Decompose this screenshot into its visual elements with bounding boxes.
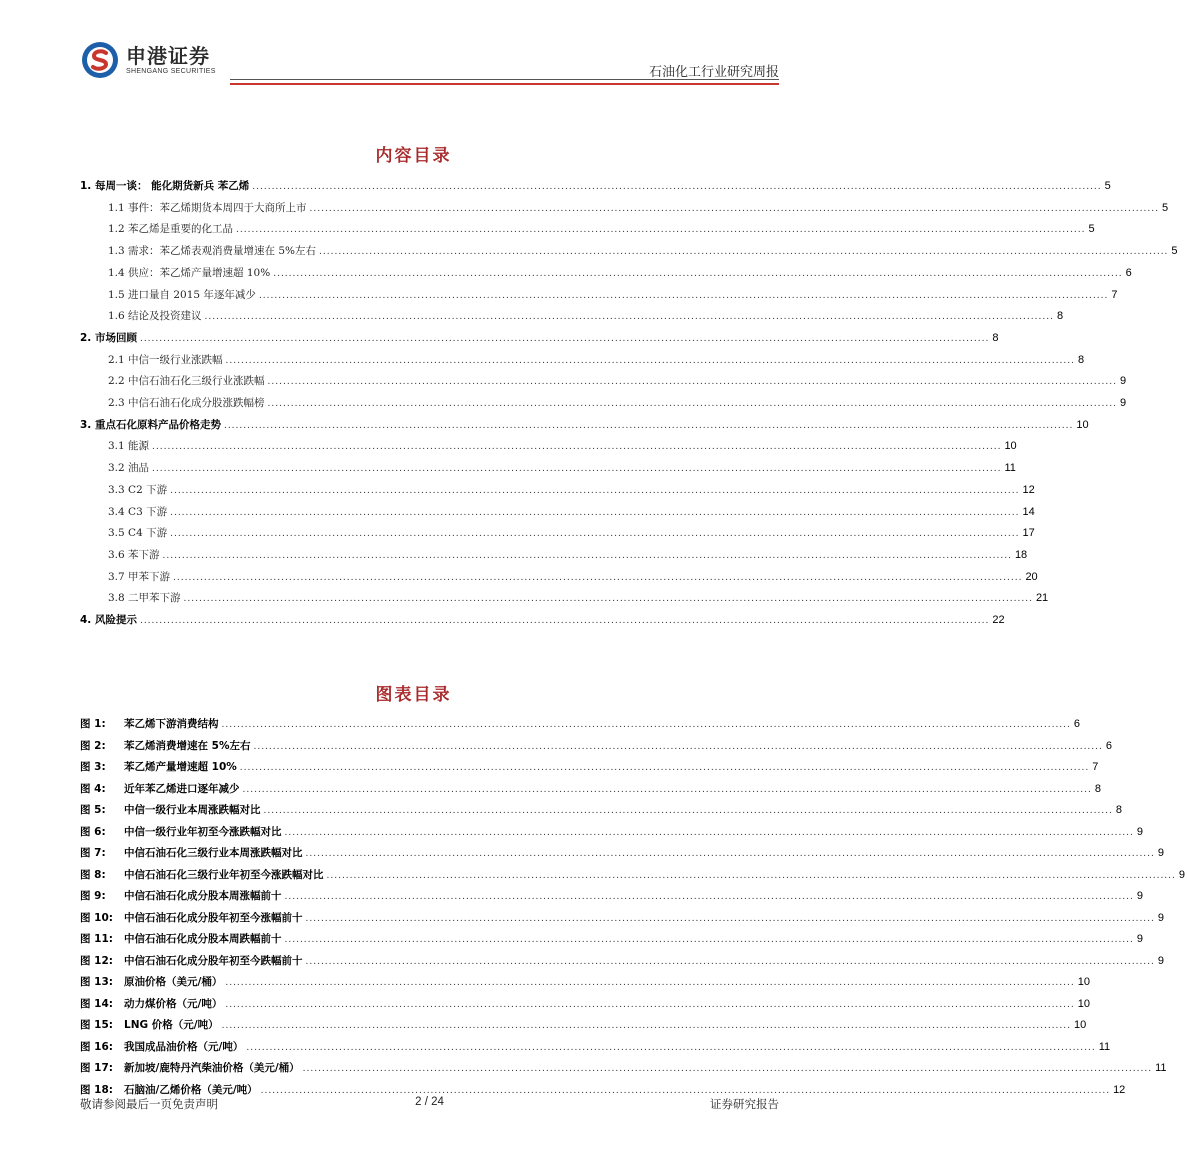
figure-caption: 我国成品油价格（元/吨） <box>124 1040 244 1053</box>
dot-leader: ............................................................................................................................................................................................................................ <box>225 999 1075 1010</box>
toc-entry[interactable] <box>108 305 1064 323</box>
page-number: 9 <box>1178 868 1186 881</box>
figure-entry[interactable] <box>80 799 1123 817</box>
dot-leader: ............................................................................................................................................................................................................................ <box>239 763 1090 773</box>
toc-entry[interactable] <box>108 522 1035 540</box>
entry-label <box>80 954 303 968</box>
entry-label <box>80 782 240 796</box>
figure-number: 图 9: <box>80 890 106 902</box>
toc-entry[interactable] <box>108 544 1028 562</box>
page-number: 9 <box>1119 375 1127 388</box>
figure-number: 图 2: <box>80 739 106 752</box>
dot-leader: ............................................................................................................................................................................................................................ <box>204 312 1054 323</box>
shengang-logo-icon <box>80 40 120 80</box>
toc-entry[interactable] <box>108 218 1095 236</box>
toc-entry[interactable] <box>80 175 1111 193</box>
entry-label <box>80 911 303 925</box>
toc-entry[interactable] <box>108 435 1017 453</box>
dot-leader: ............................................................................................................................................................................................................................ <box>152 464 1002 475</box>
page-number: 12 <box>1113 1083 1126 1096</box>
entry-label: 1.2 苯乙烯是重要的化工品 <box>108 223 234 236</box>
dot-leader: ............................................................................................................................................................................................................................ <box>302 1064 1153 1074</box>
dot-leader: ............................................................................................................................................................................................................................ <box>284 935 1134 945</box>
figure-entry[interactable] <box>80 971 1090 989</box>
dot-leader: ............................................................................................................................................................................................................................ <box>246 1042 1096 1053</box>
page-number: 9 <box>1136 933 1144 945</box>
entry-label <box>80 997 222 1011</box>
entry-label: 1.5 进口量自 2015 年逐年减少 <box>108 288 256 301</box>
figure-caption: 中信石油石化成分股年初至今跌幅前十 <box>124 954 303 967</box>
dot-leader: ............................................................................................................................................................................................................................ <box>319 247 1169 258</box>
toc-entry[interactable] <box>80 609 1005 627</box>
entry-label: 2.2 中信石油石化三级行业涨跌幅 <box>108 375 265 388</box>
toc-entry[interactable] <box>108 587 1049 605</box>
dot-leader: ............................................................................................................................................................................................................................ <box>236 225 1086 236</box>
header-divider <box>230 79 779 80</box>
figure-entry[interactable] <box>80 907 1165 925</box>
entry-label: 1.6 结论及投资建议 <box>108 310 202 323</box>
figure-caption: 苯乙烯下游消费结构 <box>124 718 219 730</box>
page-number: 9 <box>1136 825 1144 838</box>
dot-leader: ............................................................................................................................................................................................................................ <box>221 720 1071 730</box>
entry-label <box>80 1061 300 1075</box>
page-number: 5 <box>1104 180 1111 192</box>
figure-entry[interactable] <box>80 928 1144 946</box>
entry-label <box>80 846 303 860</box>
entry-label: 1.4 供应：苯乙烯产量增速超 10% <box>108 266 271 279</box>
entry-label <box>80 717 219 731</box>
dot-leader: ............................................................................................................................................................................................................................ <box>260 1085 1111 1096</box>
page-number: 21 <box>1035 592 1049 605</box>
entry-label: 3. 重点石化原料产品价格走势 <box>80 418 221 431</box>
page-number: 7 <box>1092 761 1099 773</box>
page-number: 22 <box>992 614 1005 626</box>
entry-label: 2.3 中信石油石化成分股涨跌幅榜 <box>108 397 265 409</box>
figure-entry[interactable] <box>80 864 1186 882</box>
figure-caption: 中信一级行业年初至今涨跌幅对比 <box>124 825 282 838</box>
figure-number: 图 16: <box>80 1040 113 1053</box>
figure-entry[interactable] <box>80 735 1112 753</box>
figure-entry[interactable] <box>80 1036 1111 1054</box>
figure-caption: 近年苯乙烯进口逐年减少 <box>124 782 240 795</box>
company-name-cn: 申港证券 <box>126 43 210 68</box>
entry-label: 1.3 需求：苯乙烯表观消费量增速在 5%左右 <box>108 245 317 258</box>
entry-label: 3.7 甲苯下游 <box>108 570 171 583</box>
entry-label: 2.1 中信一级行业涨跌幅 <box>108 353 223 366</box>
figure-caption: 苯乙烯消费增速在 5%左右 <box>124 739 251 752</box>
toc-title: 内容目录 <box>375 146 452 166</box>
figure-number: 图 8: <box>80 868 106 881</box>
toc-entry[interactable] <box>108 479 1035 497</box>
dot-leader: ............................................................................................................................................................................................................................ <box>326 870 1176 881</box>
entry-label: 4. 风险提示 <box>80 614 137 626</box>
toc-entry[interactable] <box>108 392 1127 410</box>
figure-caption: 中信石油石化成分股年初至今涨幅前十 <box>124 911 303 924</box>
page-number: 18 <box>1014 548 1028 561</box>
figure-number: 图 18: <box>80 1083 113 1096</box>
header-accent-line <box>230 83 779 85</box>
page-number: 5 <box>1161 201 1169 214</box>
toc-entry[interactable] <box>108 197 1169 215</box>
entry-label <box>80 739 250 753</box>
company-logo <box>80 40 216 80</box>
figure-number: 图 7: <box>80 847 106 859</box>
page-number: 10 <box>1077 976 1090 988</box>
dot-leader: ............................................................................................................................................................................................................................ <box>242 784 1092 795</box>
entry-label: 3.3 C2 下游 <box>108 483 168 496</box>
figure-number: 图 17: <box>80 1062 113 1074</box>
dot-leader: ............................................................................................................................................................................................................................ <box>223 420 1074 431</box>
dot-leader: ............................................................................................................................................................................................................................ <box>273 268 1123 279</box>
figure-caption: 中信石油石化三级行业本周涨跌幅对比 <box>124 847 303 859</box>
page-number: 20 <box>1025 570 1038 583</box>
dot-leader: ............................................................................................................................................................................................................................ <box>162 550 1012 561</box>
page-number: 10 <box>1076 418 1089 431</box>
disclaimer-note: 敬请参阅最后一页免责声明 <box>80 1097 218 1111</box>
entry-label <box>80 825 282 839</box>
page-number: 5 <box>1088 223 1095 236</box>
page-number: 14 <box>1022 505 1035 518</box>
dot-leader: ............................................................................................................................................................................................................................ <box>170 507 1020 518</box>
figure-caption: 原油价格（美元/桶） <box>124 976 223 988</box>
figure-caption: 中信石油石化成分股本周涨幅前十 <box>124 890 282 902</box>
toc-entry[interactable] <box>108 262 1132 280</box>
figure-entry[interactable] <box>80 756 1099 774</box>
toc-entry[interactable] <box>108 501 1035 519</box>
page-number: 11 <box>1155 1062 1167 1074</box>
dot-leader: ............................................................................................................................................................................................................................ <box>284 827 1134 838</box>
page-number: 9 <box>1157 847 1165 859</box>
figure-caption: 石脑油/乙烯价格（美元/吨） <box>124 1083 258 1096</box>
page-indicator: 2 / 24 <box>415 1096 444 1108</box>
dot-leader: ............................................................................................................................................................................................................................ <box>170 485 1020 496</box>
figure-caption: 中信石油石化三级行业年初至今涨跌幅对比 <box>124 868 324 881</box>
figure-entry[interactable] <box>80 713 1081 731</box>
entry-label <box>80 1018 219 1032</box>
entry-label: 1.1 事件：苯乙烯期货本周四于大商所上市 <box>108 201 307 214</box>
dot-leader: ............................................................................................................................................................................................................................ <box>173 572 1023 583</box>
dot-leader: ............................................................................................................................................................................................................................ <box>225 355 1075 366</box>
dot-leader: ............................................................................................................................................................................................................................ <box>284 892 1134 902</box>
dot-leader: ............................................................................................................................................................................................................................ <box>221 1021 1071 1031</box>
entry-label <box>80 1040 243 1054</box>
toc-entry[interactable] <box>80 414 1089 432</box>
entry-label <box>80 868 324 882</box>
toc-entry[interactable] <box>108 566 1038 584</box>
page-number: 8 <box>1077 353 1085 366</box>
page-number: 8 <box>1056 310 1064 323</box>
dot-leader: ............................................................................................................................................................................................................................ <box>183 594 1033 605</box>
figure-number: 图 11: <box>80 933 113 945</box>
figure-caption: 新加坡/鹿特丹汽柴油价格（美元/桶） <box>124 1062 300 1074</box>
figure-number: 图 4: <box>80 782 106 795</box>
page-number: 7 <box>1111 288 1118 301</box>
dot-leader: ............................................................................................................................................................................................................................ <box>253 741 1103 752</box>
toc-entry[interactable] <box>80 327 999 345</box>
figure-number: 图 10: <box>80 911 113 924</box>
entry-label <box>80 889 282 903</box>
toc-entry[interactable] <box>108 284 1118 302</box>
figure-number: 图 13: <box>80 976 113 988</box>
dot-leader: ............................................................................................................................................................................................................................ <box>309 203 1159 214</box>
page-number: 10 <box>1073 1019 1087 1031</box>
entry-label <box>80 975 222 989</box>
figure-caption: 动力煤价格（元/吨） <box>124 997 223 1010</box>
figures-title: 图表目录 <box>375 685 452 705</box>
page-number: 11 <box>1004 462 1016 475</box>
dot-leader: ............................................................................................................................................................................................................................ <box>170 529 1020 540</box>
dot-leader: ............................................................................................................................................................................................................................ <box>263 806 1113 816</box>
figure-entry[interactable] <box>80 885 1144 903</box>
page-number: 9 <box>1119 397 1127 409</box>
figure-number: 图 12: <box>80 954 113 967</box>
entry-label <box>80 803 261 817</box>
dot-leader: ............................................................................................................................................................................................................................ <box>267 377 1117 388</box>
page-number: 5 <box>1171 245 1178 258</box>
toc-entry[interactable] <box>108 370 1127 388</box>
figure-caption: 中信石油石化成分股本周跌幅前十 <box>124 933 282 945</box>
page-number: 6 <box>1105 739 1112 752</box>
entry-label <box>80 1083 258 1097</box>
figure-entry[interactable] <box>80 1014 1087 1032</box>
entry-label: 3.4 C3 下游 <box>108 505 168 518</box>
page-number: 8 <box>992 331 999 344</box>
toc-entry[interactable] <box>108 240 1178 258</box>
figure-number: 图 5: <box>80 804 106 816</box>
page-number: 9 <box>1157 911 1165 924</box>
page-number: 6 <box>1073 718 1081 730</box>
dot-leader: ............................................................................................................................................................................................................................ <box>252 182 1102 192</box>
entry-label: 2. 市场回顾 <box>80 331 137 344</box>
figure-entry[interactable] <box>80 1057 1167 1075</box>
dot-leader: ............................................................................................................................................................................................................................ <box>139 616 990 626</box>
dot-leader: ............................................................................................................................................................................................................................ <box>139 333 990 344</box>
page-number: 6 <box>1125 266 1132 279</box>
page-number: 8 <box>1115 804 1123 816</box>
figure-entry[interactable] <box>80 842 1165 860</box>
entry-label: 3.5 C4 下游 <box>108 527 168 540</box>
entry-label: 1. 每周一谈： 能化期货新兵 苯乙烯 <box>80 180 250 192</box>
figure-number: 图 6: <box>80 825 106 838</box>
entry-label: 3.2 油品 <box>108 462 150 475</box>
toc-entry[interactable] <box>108 349 1085 367</box>
dot-leader: ............................................................................................................................................................................................................................ <box>225 978 1075 988</box>
figure-entry[interactable] <box>80 1079 1126 1097</box>
figure-entry[interactable] <box>80 778 1102 796</box>
figure-entry[interactable] <box>80 821 1144 839</box>
dot-leader: ............................................................................................................................................................................................................................ <box>305 913 1155 924</box>
figure-number: 图 1: <box>80 718 106 730</box>
page-number: 8 <box>1094 782 1102 795</box>
dot-leader: ............................................................................................................................................................................................................................ <box>152 442 1002 453</box>
page-number: 9 <box>1136 890 1144 902</box>
page-number: 12 <box>1022 483 1035 496</box>
figure-number: 图 3: <box>80 761 106 773</box>
page-number: 17 <box>1022 527 1035 540</box>
dot-leader: ............................................................................................................................................................................................................................ <box>267 399 1117 409</box>
entry-label <box>80 760 237 774</box>
figure-caption: 苯乙烯产量增速超 10% <box>124 761 237 773</box>
figure-number: 图 14: <box>80 997 113 1010</box>
page-number: 11 <box>1098 1040 1111 1053</box>
entry-label: 3.1 能源 <box>108 440 150 453</box>
dot-leader: ............................................................................................................................................................................................................................ <box>305 956 1155 967</box>
doc-type: 证券研究报告 <box>710 1097 779 1111</box>
report-type: 石油化工行业研究周报 <box>648 65 779 80</box>
company-name-en: SHENGANG SECURITIES <box>126 67 216 75</box>
entry-label: 3.6 苯下游 <box>108 548 160 561</box>
figure-entry[interactable] <box>80 993 1090 1011</box>
entry-label <box>80 932 282 946</box>
dot-leader: ............................................................................................................................................................................................................................ <box>258 290 1109 301</box>
dot-leader: ............................................................................................................................................................................................................................ <box>305 849 1155 859</box>
page-number: 9 <box>1157 954 1165 967</box>
figure-caption: 中信一级行业本周涨跌幅对比 <box>124 804 261 816</box>
page-number: 10 <box>1077 997 1090 1010</box>
figure-entry[interactable] <box>80 950 1165 968</box>
page-header <box>0 0 827 100</box>
toc-entry[interactable] <box>108 457 1016 475</box>
figure-number: 图 15: <box>80 1019 113 1031</box>
figure-caption: LNG 价格（元/吨） <box>124 1019 219 1031</box>
page-number: 10 <box>1004 440 1017 453</box>
entry-label: 3.8 二甲苯下游 <box>108 592 181 605</box>
